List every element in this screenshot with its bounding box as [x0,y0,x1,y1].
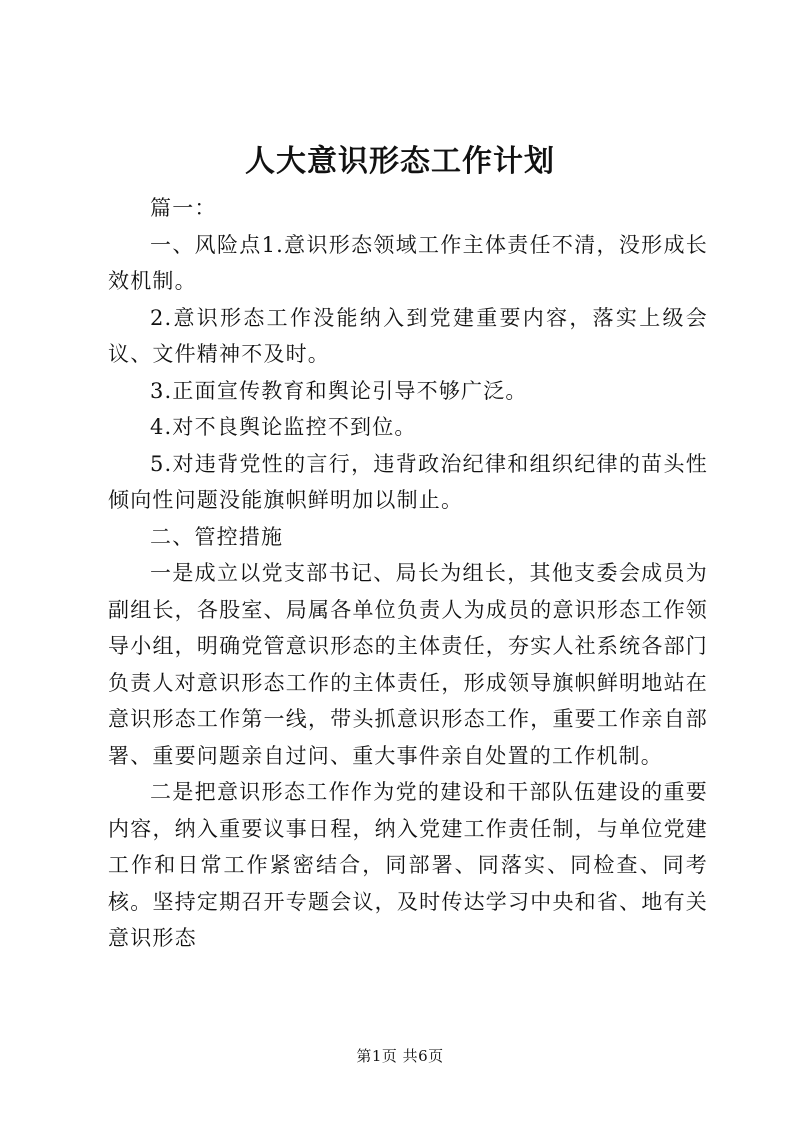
document-title: 人大意识形态工作计划 [245,144,555,179]
paragraph-heading-part-one: 篇一： [150,196,217,220]
paragraph-control-measure-2: 二是把意识形态工作作为党的建设和干部队伍建设的重要内容，纳入重要议事日程，纳入党建工作责任制，与单位党建工作和日常工作紧密结合，同部署、同落实、同检查、同考核。坚持定期召开专题会议，及时传达学习中央和省、地有关意识形态 [108,780,708,950]
paragraph-risk-point-2: 2.意识形态工作没能纳入到党建重要内容，落实上级会议、文件精神不及时。 [108,305,708,366]
document-body [108,190,708,957]
paragraph-section-controls: 二、管控措施 [150,524,284,549]
paragraph-risk-point-1: 一、风险点1.意识形态领域工作主体责任不清，没形成长效机制。 [108,232,708,293]
page-number-footer: 第1页 共6页 [356,1047,444,1065]
paragraph-risk-point-3: 3.正面宣传教育和舆论引导不够广泛。 [150,378,528,403]
paragraph-risk-point-5: 5.对违背党性的言行，违背政治纪律和组织纪律的苗头性倾向性问题没能旗帜鲜明加以制止。 [108,451,708,512]
paragraph-risk-point-4: 4.对不良舆论监控不到位。 [150,415,417,439]
paragraph-control-measure-1: 一是成立以党支部书记、局长为组长，其他支委会成员为副组长，各股室、局属各单位负责人为成员的意识形态工作领导小组，明确党管意识形态的主体责任，夯实人社系统各部门负责人对意识形态工作的主体责任，形成领导旗帜鲜明地站在意识形态工作第一线，带头抓意识形态工作，重要工作亲自部署、重要问题亲自过问、重大事件亲自处置的工作机制。 [108,561,708,768]
